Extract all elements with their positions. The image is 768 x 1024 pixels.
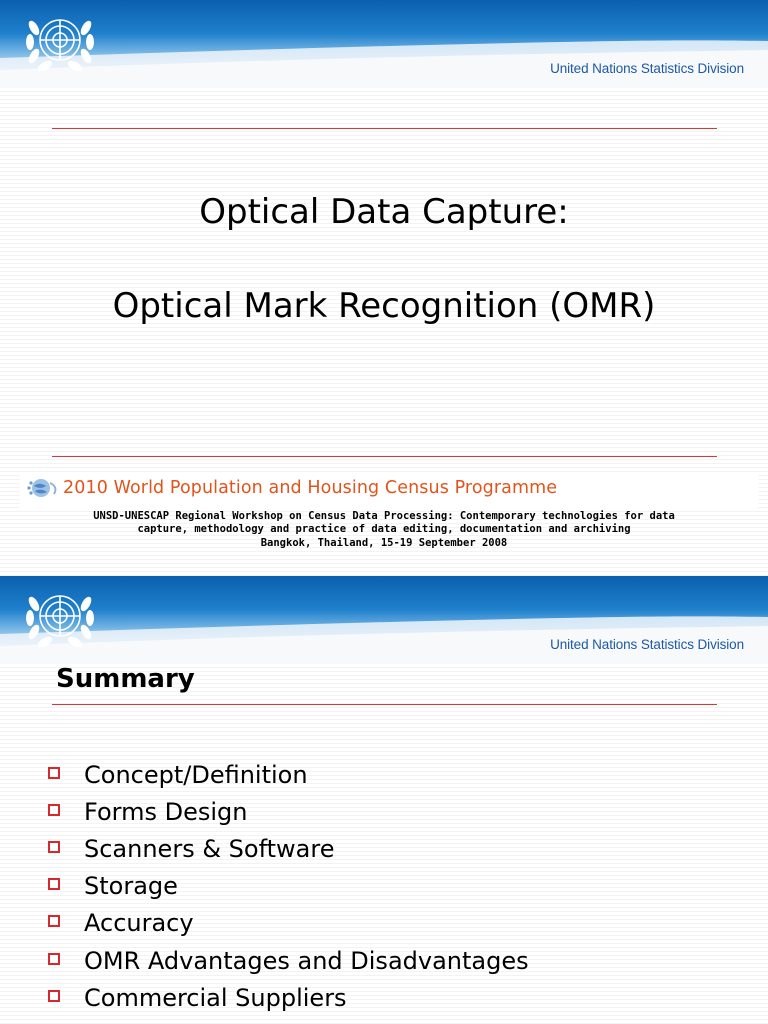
square-bullet-icon [48, 990, 60, 1002]
list-item-label: Accuracy [84, 909, 194, 938]
list-item [48, 905, 529, 942]
list-item-label: Concept/Definition [84, 760, 308, 789]
list-item [48, 756, 529, 793]
header-banner [0, 0, 768, 88]
un-emblem-icon [20, 582, 100, 652]
list-item [48, 942, 529, 979]
square-bullet-icon [48, 915, 60, 927]
list-item [48, 868, 529, 905]
census-programme-title: 2010 World Population and Housing Census Programme [63, 478, 558, 498]
bottom-divider [52, 456, 717, 457]
list-item [48, 793, 529, 830]
workshop-line-1: UNSD-UNESCAP Regional Workshop on Census Data Processing: Contemporary technologies for data [93, 510, 675, 522]
square-bullet-icon [48, 841, 60, 853]
summary-heading: Summary [56, 664, 195, 694]
list-item-label: OMR Advantages and Disadvantages [84, 946, 529, 975]
title-line-1: Optical Data Capture: [199, 192, 569, 232]
census-globe-icon [26, 477, 60, 499]
list-item-label: Storage [84, 872, 178, 901]
square-bullet-icon [48, 953, 60, 965]
summary-slide [0, 576, 768, 1024]
list-item-label: Forms Design [84, 797, 248, 826]
list-item [48, 830, 529, 867]
heading-divider [52, 704, 717, 705]
list-item-label: Scanners & Software [84, 834, 335, 863]
banner-org-name: United Nations Statistics Division [550, 61, 744, 76]
square-bullet-icon [48, 767, 60, 779]
list-item-label: Commercial Suppliers [84, 983, 347, 1012]
un-emblem-icon [20, 6, 100, 76]
header-banner [0, 576, 768, 664]
title-line-2: Optical Mark Recognition (OMR) [112, 286, 656, 326]
list-item [48, 979, 529, 1016]
banner-org-name: United Nations Statistics Division [550, 637, 744, 652]
census-programme-banner [20, 474, 758, 508]
workshop-line-3: Bangkok, Thailand, 15-19 September 2008 [260, 537, 508, 549]
top-divider [52, 128, 717, 129]
square-bullet-icon [48, 878, 60, 890]
square-bullet-icon [48, 804, 60, 816]
summary-list [48, 756, 529, 1016]
workshop-line-2: capture, methodology and practice of data editing, documentation and archiving [137, 523, 631, 535]
